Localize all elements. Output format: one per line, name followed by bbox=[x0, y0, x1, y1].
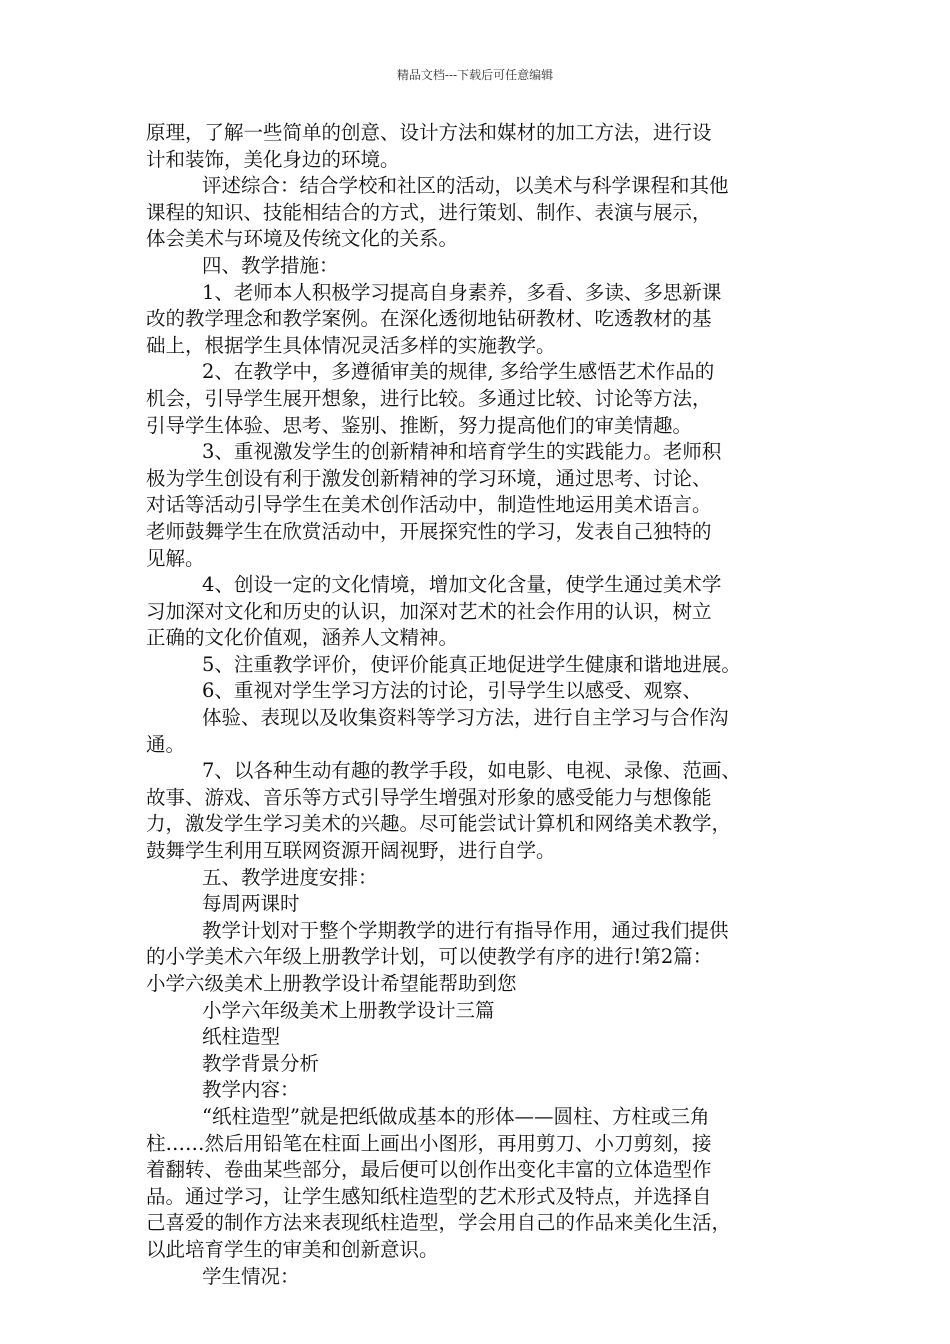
text-line: 7、以各种生动有趣的教学手段，如电影、电视、录像、范画、 bbox=[202, 759, 741, 783]
text-line: 小学六年级美术上册教学设计三篇 bbox=[202, 998, 495, 1022]
text-line: 柱……然后用铅笔在柱面上画出小图形，再用剪刀、小刀剪刻，接 bbox=[146, 1131, 712, 1155]
text-line: 体验、表现以及收集资料等学习方法，进行自主学习与合作沟 bbox=[202, 706, 729, 730]
text-line: 着翻转、卷曲某些部分，最后便可以创作出变化丰富的立体造型作 bbox=[146, 1158, 712, 1182]
text-line: 四、教学措施： bbox=[202, 253, 339, 277]
text-line: 习加深对文化和历史的认识，加深对艺术的社会作用的认识，树立 bbox=[146, 599, 712, 623]
text-line: 极为学生创设有利于激发创新精神的学习环境，通过思考、讨论、 bbox=[146, 466, 712, 490]
text-line: 见解。 bbox=[146, 546, 205, 570]
document-body bbox=[146, 120, 808, 1290]
text-line: 五、教学进度安排： bbox=[202, 865, 378, 889]
text-line: 以此培育学生的审美和创新意识。 bbox=[146, 1237, 439, 1261]
text-line: 3、重视激发学生的创新精神和培育学生的实践能力。老师积 bbox=[202, 440, 722, 464]
text-line: 品。通过学习，让学生感知纸柱造型的艺术形式及特点，并选择自 bbox=[146, 1184, 712, 1208]
page-header: 精品文档---下载后可任意编辑 bbox=[396, 68, 554, 82]
text-line: 教学内容： bbox=[202, 1078, 300, 1102]
text-line: 4、创设一定的文化情境，增加文化含量，使学生通过美术学 bbox=[202, 573, 722, 597]
text-line: 引导学生体验、思考、鉴别、推断，努力提高他们的审美情趣。 bbox=[146, 413, 693, 437]
text-line: “纸柱造型”就是把纸做成基本的形体——圆柱、方柱或三角 bbox=[202, 1104, 710, 1128]
text-line: 机会，引导学生展开想象，进行比较。多通过比较、讨论等方法， bbox=[146, 386, 712, 410]
text-line: 己喜爱的制作方法来表现纸柱造型，学会用自己的作品来美化生活， bbox=[146, 1211, 732, 1235]
text-line: 5、注重教学评价，使评价能真正地促进学生健康和谐地进展。 bbox=[202, 652, 741, 676]
text-line: 通。 bbox=[146, 732, 186, 756]
text-line: 学生情况： bbox=[202, 1264, 300, 1288]
text-line: 故事、游戏、音乐等方式引导学生增强对形象的感受能力与想像能 bbox=[146, 785, 712, 809]
text-line: 力，激发学生学习美术的兴趣。尽可能尝试计算机和网络美术教学， bbox=[146, 812, 732, 836]
text-line: 评述综合：结合学校和社区的活动，以美术与科学课程和其他 bbox=[202, 174, 729, 198]
text-line: 体会美术与环境及传统文化的关系。 bbox=[146, 227, 459, 251]
text-line: 础上，根据学生具体情况灵活多样的实施教学。 bbox=[146, 333, 556, 357]
text-line: 教学背景分析 bbox=[202, 1051, 320, 1075]
text-line: 每周两课时 bbox=[202, 892, 300, 916]
text-line: 计和装饰，美化身边的环境。 bbox=[146, 147, 400, 171]
text-line: 小学六级美术上册教学设计希望能帮助到您 bbox=[146, 972, 517, 995]
text-line: 2、在教学中，多遵循审美的规律, 多给学生感悟艺术作品的 bbox=[202, 360, 715, 384]
text-line: 改的教学理念和教学案例。在深化透彻地钻研教材、吃透教材的基 bbox=[146, 307, 712, 331]
text-line: 的小学美术六年级上册教学计划，可以使教学有序的进行!第2篇： bbox=[146, 945, 713, 969]
text-line: 鼓舞学生利用互联网资源开阔视野，进行自学。 bbox=[146, 839, 556, 863]
text-line: 1、老师本人积极学习提高自身素养，多看、多读、多思新课 bbox=[202, 280, 722, 304]
text-line: 纸柱造型 bbox=[202, 1025, 281, 1049]
text-line: 原理，了解一些简单的创意、设计方法和媒材的加工方法，进行设 bbox=[146, 121, 712, 144]
text-line: 课程的知识、技能相结合的方式，进行策划、制作、表演与展示， bbox=[146, 200, 712, 224]
text-line: 老师鼓舞学生在欣赏活动中，开展探究性的学习，发表自己独特的 bbox=[146, 519, 712, 543]
text-line: 教学计划对于整个学期教学的进行有指导作用，通过我们提供 bbox=[202, 918, 729, 942]
text-line: 6、重视对学生学习方法的讨论，引导学生以感受、观察、 bbox=[202, 679, 702, 703]
text-line: 正确的文化价值观，涵养人文精神。 bbox=[146, 626, 459, 650]
text-line: 对话等活动引导学生在美术创作活动中，制造性地运用美术语言。 bbox=[146, 493, 712, 517]
